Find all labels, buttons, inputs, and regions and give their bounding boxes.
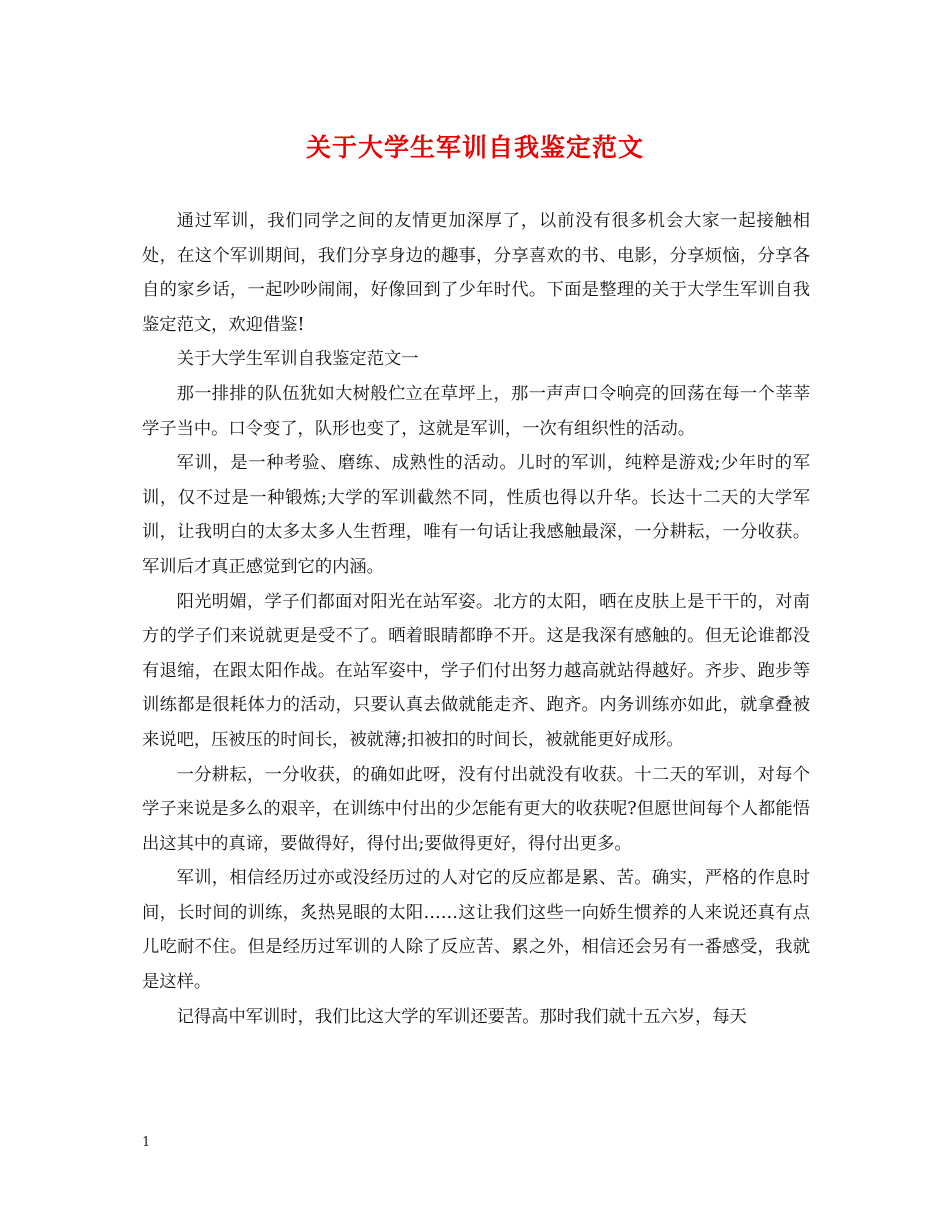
document-title: 关于大学生军训自我鉴定范文	[305, 133, 644, 162]
paragraph: 阳光明媚，学子们都面对阳光在站军姿。北方的太阳，晒在皮肤上是干干的，对南方的学子们来说就更是受不了。晒着眼睛都睁不开。这是我深有感触的。但无论谁都没有退缩，在跟太阳作战。在站军姿中，学子们付出努力越高就站得越好。齐步、跑步等训练都是很耗体力的活动，只要认真去做就能走齐、跑齐。内务训练亦如此，就拿叠被来说吧，压被压的时间长，被就薄;扣被扣的时间长，被就能更好成形。	[142, 591, 810, 750]
document-body	[142, 204, 810, 1034]
section-heading: 关于大学生军训自我鉴定范文一	[176, 349, 419, 370]
paragraph: 一分耕耘，一分收获，的确如此呀，没有付出就没有收获。十二天的军训，对每个学子来说是多么的艰辛，在训练中付出的少怎能有更大的收获呢?但愿世间每个人都能悟出这其中的真谛，要做得好，得付出;要做得更好，得付出更多。	[142, 764, 810, 854]
paragraph-intro: 通过军训，我们同学之间的友情更加深厚了，以前没有很多机会大家一起接触相处，在这个军训期间，我们分享身边的趣事，分享喜欢的书、电影，分享烦恼，分享各自的家乡话，一起吵吵闹闹，好像回到了少年时代。下面是整理的关于大学生军训自我鉴定范文，欢迎借鉴!	[142, 211, 810, 335]
paragraph: 军训，相信经历过亦或没经历过的人对它的反应都是累、苦。确实，严格的作息时间，长时间的训练，炙热晃眼的太阳……这让我们这些一向娇生惯养的人来说还真有点儿吃耐不住。但是经历过军训的人除了反应苦、累之外，相信还会另有一番感受，我就是这样。	[142, 868, 810, 993]
page-number: 1	[142, 1135, 151, 1150]
paragraph: 记得高中军训时，我们比这大学的军训还要苦。那时我们就十五六岁，每天	[176, 1006, 747, 1027]
paragraph: 那一排排的队伍犹如大树般伫立在草坪上，那一声声口令响亮的回荡在每一个莘莘学子当中。口令变了，队形也变了，这就是军训，一次有组织性的活动。	[142, 383, 810, 439]
paragraph: 军训，是一种考验、磨练、成熟性的活动。儿时的军训，纯粹是游戏;少年时的军训，仅不过是一种锻炼;大学的军训截然不同，性质也得以升华。长达十二天的大学军训，让我明白的太多太多人生哲理，唯有一句话让我感触最深，一分耕耘，一分收获。军训后才真正感觉到它的内涵。	[142, 453, 810, 577]
